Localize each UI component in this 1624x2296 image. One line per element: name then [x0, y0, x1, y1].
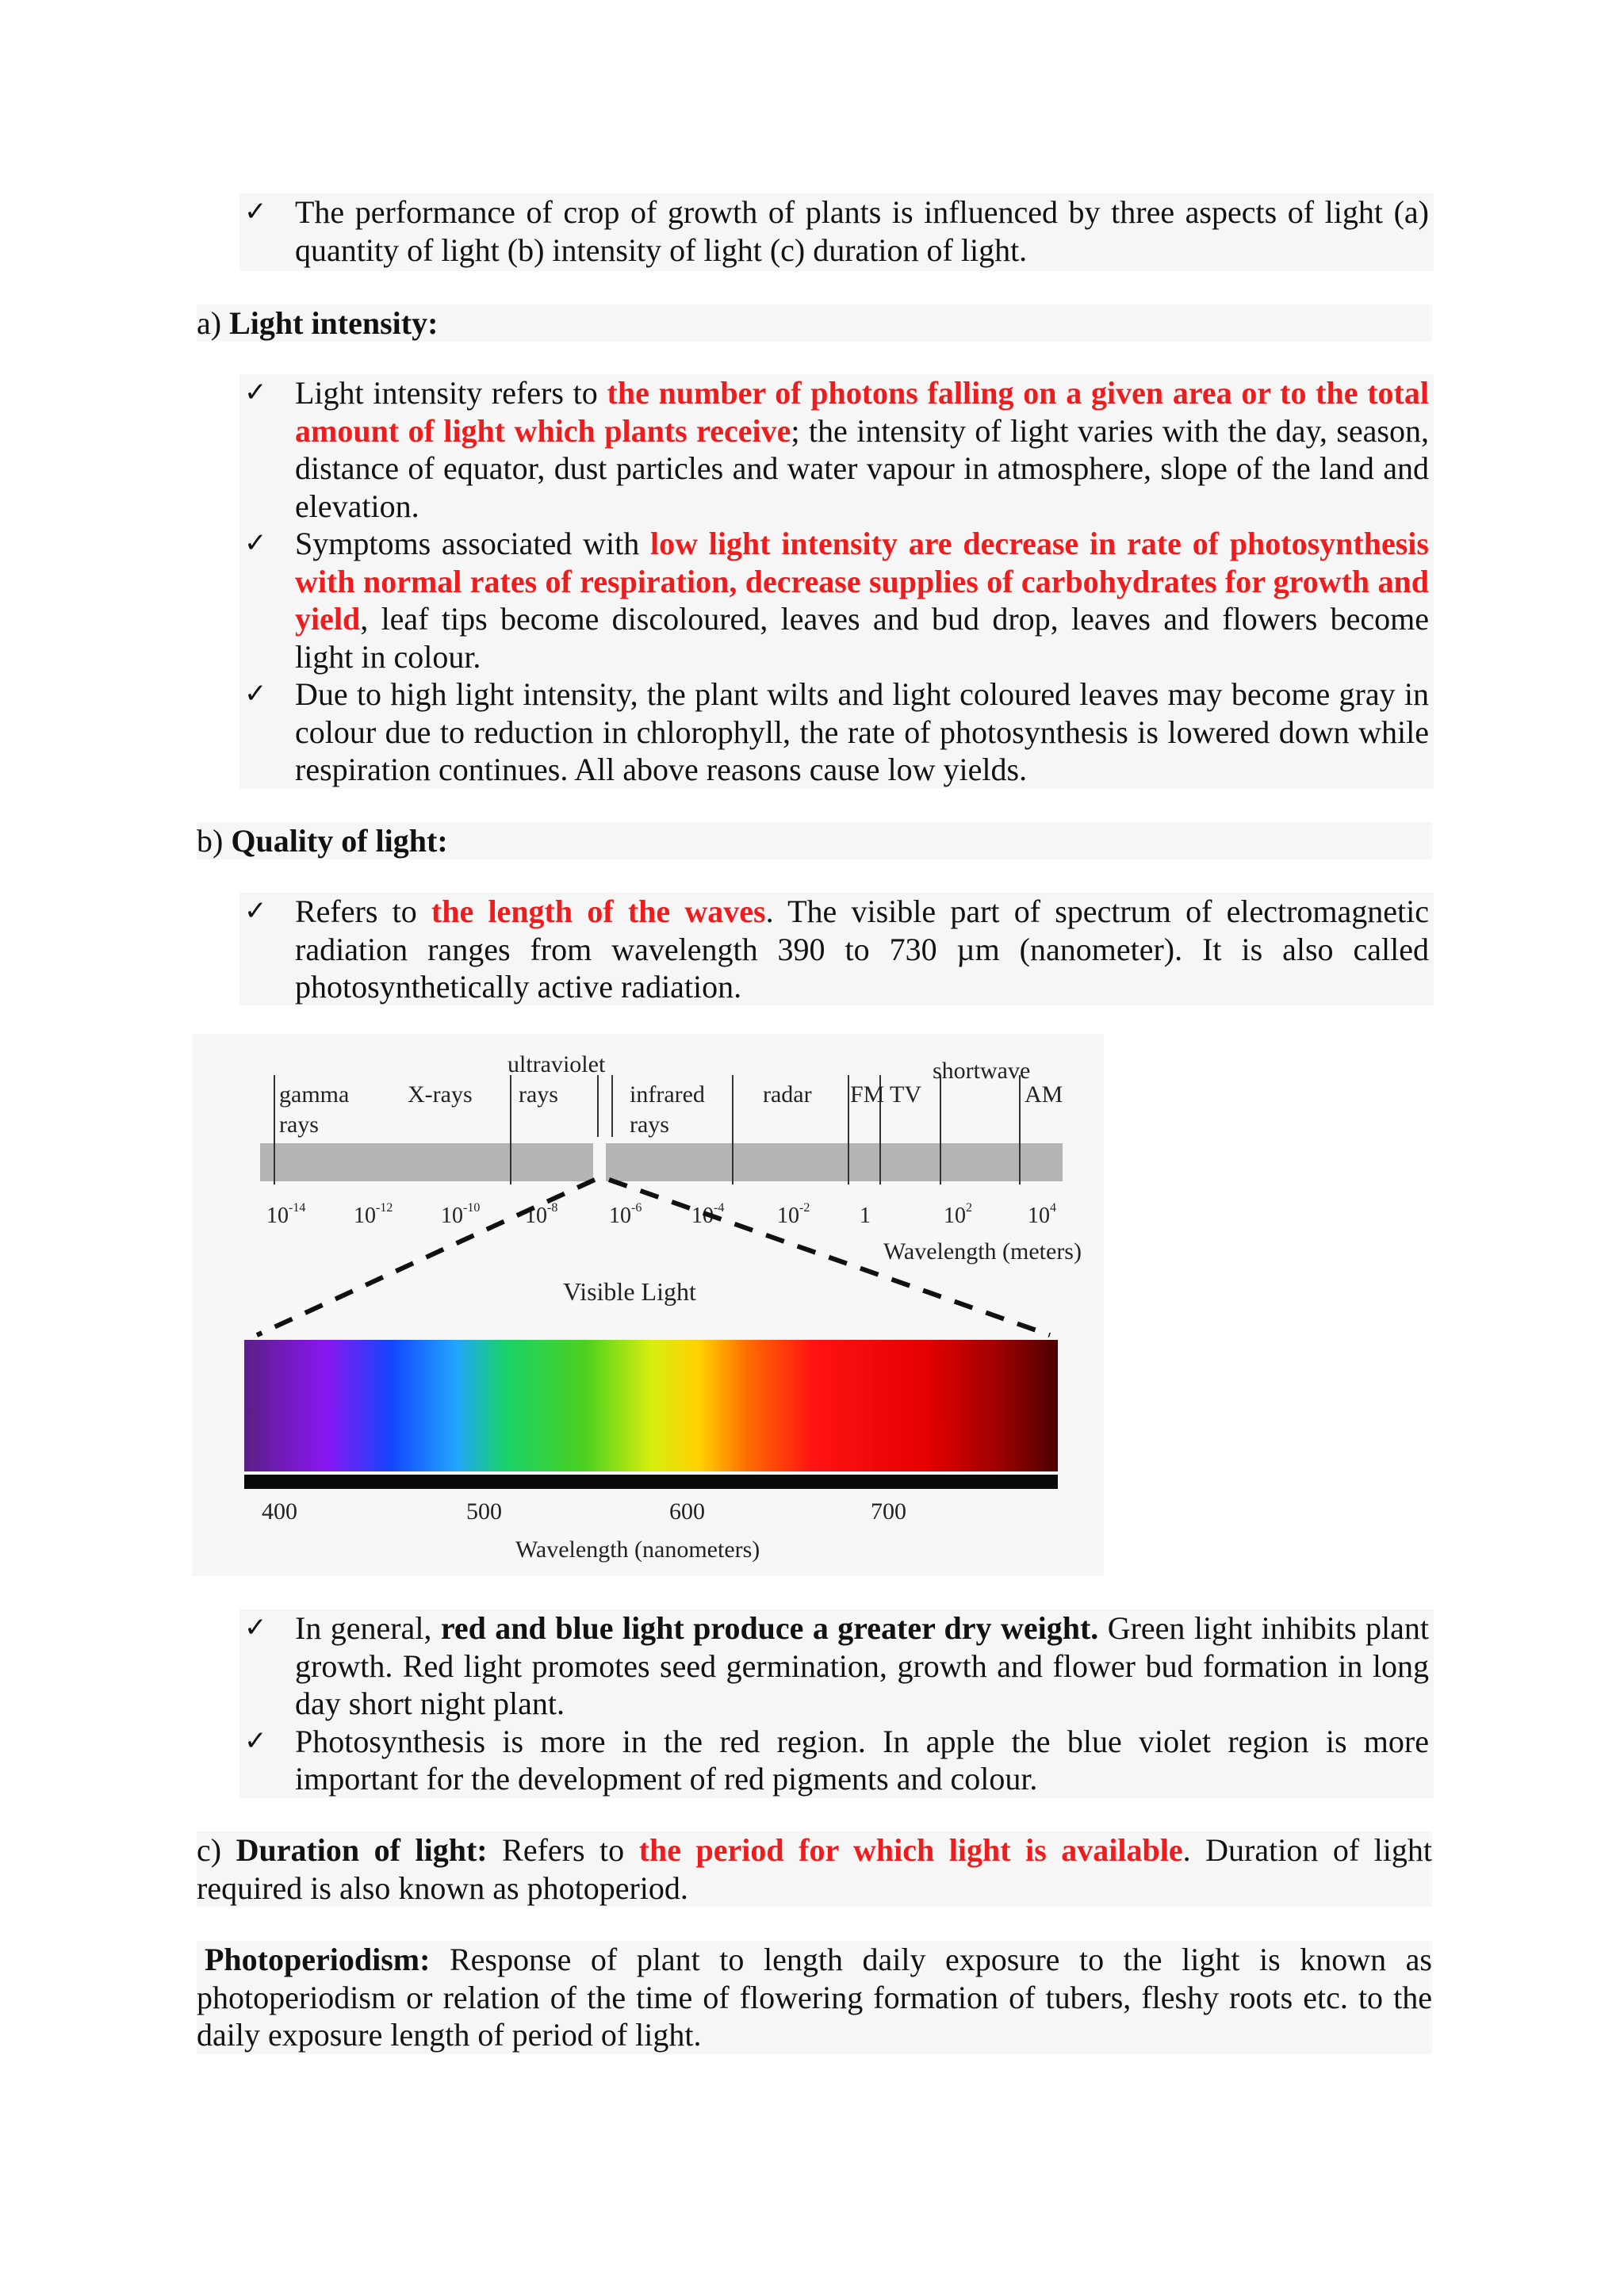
photoperiodism-paragraph	[197, 1941, 1432, 2054]
section-b-list	[239, 893, 1434, 1006]
checkmark-icon: ✓	[244, 527, 267, 559]
bullet-text: In general,	[295, 1610, 441, 1646]
checkmark-icon: ✓	[244, 377, 267, 408]
highlight-text: the length of the waves	[431, 894, 766, 929]
bullet-text: Green light inhibits plant growth. Red light promotes seed germination, growth and flower bud formation in long day short night plant.	[295, 1610, 1429, 1721]
section-a-list	[239, 374, 1434, 789]
nm-tick-label: 400	[262, 1498, 297, 1525]
band-label-radar: radar	[763, 1081, 812, 1108]
meter-tick-label: $10^{-6}$	[609, 1201, 642, 1228]
wavelength-meters-label: Wavelength (meters)	[883, 1238, 1082, 1265]
band-label-xrays: X-rays	[408, 1081, 473, 1108]
meter-tick-label: $10^{-2}$	[777, 1201, 810, 1228]
intro-list	[239, 193, 1434, 269]
section-c-title: Duration of light:	[236, 1832, 488, 1868]
section-a-prefix: a)	[197, 305, 222, 341]
section-b-title: Quality of light:	[231, 823, 448, 859]
band-bar	[260, 1143, 1063, 1181]
list-item	[239, 1609, 1434, 1723]
bullet-text: Light intensity refers to	[295, 375, 607, 411]
bullet-text: ; the intensity of light varies with the day, season, distance of equator, dust particles and water vapour in atmosphere, slope of the land and elevation.	[295, 412, 1429, 524]
paragraph-text: Refers to	[487, 1832, 639, 1868]
bullet-text: , leaf tips become discoloured, leaves and bud drop, leaves and flowers become light in colour.	[295, 601, 1429, 675]
list-item	[239, 893, 1434, 1006]
meter-tick-label: $10^4$	[1028, 1201, 1056, 1228]
band-label-uv-2: rays	[519, 1081, 558, 1108]
band-label-gamma-2: rays	[279, 1112, 319, 1138]
checkmark-icon: ✓	[244, 1724, 267, 1757]
meter-tick-label: $10^2$	[944, 1201, 972, 1228]
em-spectrum-svg	[192, 1034, 1104, 1576]
band-label-am: AM	[1025, 1081, 1063, 1108]
band-label-infrared: infrared	[630, 1081, 705, 1108]
nm-ticks	[262, 1498, 906, 1525]
highlight-text: low light intensity are decrease in rate of photosynthesis with normal rates of respiration, decrease supplies of carbohydrates for growth and yield	[295, 526, 1429, 637]
band-label-gamma: gamma	[279, 1081, 350, 1108]
meter-tick-label: $10^{-4}$	[691, 1201, 725, 1228]
list-item	[239, 374, 1434, 525]
meter-tick-label: $10^{-14}$	[266, 1201, 306, 1228]
list-item	[239, 193, 1434, 269]
visible-light-label: Visible Light	[563, 1277, 696, 1306]
nm-tick-label: 700	[871, 1498, 906, 1525]
section-a-title: Light intensity:	[229, 305, 439, 341]
band-label-tv: TV	[890, 1081, 921, 1108]
bullet-text: Refers to	[295, 894, 431, 929]
section-a-heading	[197, 304, 1432, 342]
band-label-uv: ultraviolet	[508, 1051, 606, 1077]
checkmark-icon: ✓	[244, 678, 267, 710]
meter-tick-label: $10^{-8}$	[525, 1201, 558, 1228]
checkmark-icon: ✓	[244, 895, 267, 927]
highlight-text: the period for which light is available	[638, 1832, 1183, 1868]
nm-tick-label: 500	[466, 1498, 502, 1525]
list-item	[239, 525, 1434, 675]
section-b-heading	[197, 822, 1432, 859]
bullet-text: . The visible part of spectrum of electromagnetic radiation ranges from wavelength 390 to 730 µm (nanometer). It is also called photosynthetically active radiation.	[295, 894, 1429, 1004]
band-label-shortwave: shortwave	[933, 1058, 1031, 1084]
visible-spectrum-band	[244, 1340, 1058, 1471]
bold-text: red and blue light produce a greater dry weight.	[440, 1610, 1099, 1646]
wavelength-nm-label: Wavelength (nanometers)	[515, 1536, 760, 1563]
section-c-paragraph	[197, 1831, 1432, 1907]
band-label-fm: FM	[850, 1081, 885, 1108]
paragraph-text: Response of plant to length daily exposure to the light is known as photoperiodism or relation of the time of flowering formation of tubers, fleshy roots etc. to the daily exposure length of period of light.	[197, 1942, 1432, 2053]
meter-ticks	[266, 1201, 1056, 1228]
meter-tick-label: $10^{-12}$	[354, 1201, 393, 1228]
highlight-text: the number of photons falling on a given area or to the total amount of light which plants receive	[295, 375, 1429, 449]
list-item	[239, 675, 1434, 789]
meter-tick-label: $10^{-10}$	[441, 1201, 481, 1228]
nm-tick-label: 600	[669, 1498, 705, 1525]
checkmark-icon: ✓	[244, 1612, 267, 1644]
intro-text: The performance of crop of growth of plants is influenced by three aspects of light (a) quantity of light (b) intensity of light (c) duration of light.	[295, 194, 1429, 268]
checkmark-icon: ✓	[244, 196, 267, 228]
bullet-text: Symptoms associated with	[295, 526, 650, 561]
section-c-prefix: c)	[197, 1832, 222, 1868]
section-b-prefix: b)	[197, 823, 224, 859]
meter-tick-label: 1	[860, 1203, 871, 1228]
list-item	[239, 1723, 1434, 1798]
bullet-text: Due to high light intensity, the plant wilts and light coloured leaves may become gray in colour due to reduction in chlorophyll, the rate of photosynthesis is lowered down while respiration continues. All above reasons cause low yields.	[295, 676, 1429, 787]
bullet-text: Photosynthesis is more in the red region. In apple the blue violet region is more important for the development of red pigments and colour.	[295, 1723, 1429, 1797]
paragraph-text: . Duration of light required is also known as photoperiod.	[197, 1832, 1433, 1906]
spectrum-baseline	[244, 1475, 1058, 1489]
section-b-after-list	[239, 1609, 1434, 1798]
photoperiodism-title: Photoperiodism:	[205, 1942, 431, 1977]
band-label-infrared-2: rays	[630, 1112, 669, 1138]
em-spectrum-figure	[192, 1034, 1104, 1576]
